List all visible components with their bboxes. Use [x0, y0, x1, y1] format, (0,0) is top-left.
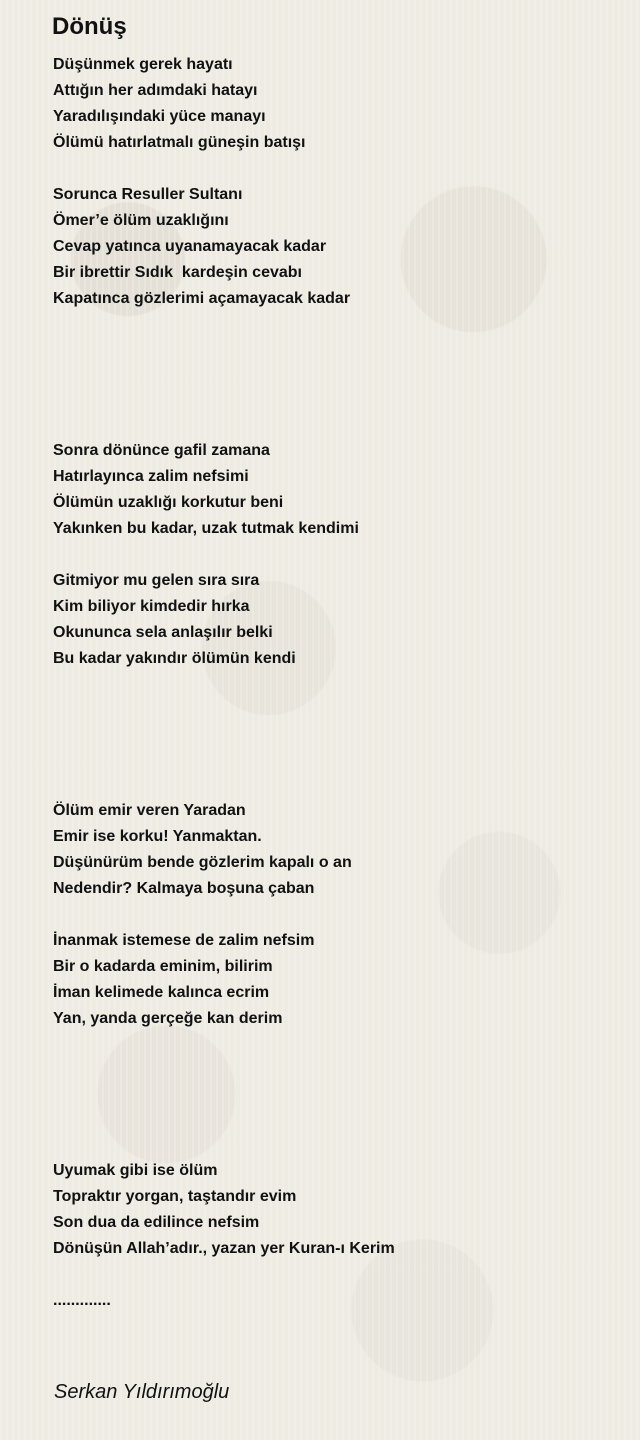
poem-line: İman kelimede kalınca ecrim	[53, 984, 270, 1001]
poem-line: Sorunca Resuller Sultanı	[53, 186, 243, 203]
poem-line: Topraktır yorgan, taştandır evim	[53, 1188, 297, 1205]
poem-line: Düşünürüm bende gözlerim kapalı o an	[53, 854, 352, 871]
poem-line: Hatırlayınca zalim nefsimi	[53, 468, 249, 485]
poem-line: Ömer’e ölüm uzaklığını	[53, 212, 229, 229]
poem-line: Uyumak gibi ise ölüm	[53, 1162, 218, 1179]
poem-ellipsis: .............	[53, 1292, 111, 1309]
poem-line: Yan, yanda gerçeğe kan derim	[53, 1010, 283, 1027]
poem-line: Ölüm emir veren Yaradan	[53, 802, 246, 819]
poem-line: Cevap yatınca uyanamayacak kadar	[53, 238, 327, 255]
poem-title: Dönüş	[52, 13, 127, 40]
poem-line: Emir ise korku! Yanmaktan.	[53, 828, 262, 845]
poem-line: Kapatınca gözlerimi açamayacak kadar	[53, 290, 351, 307]
poem-line: Sonra dönünce gafil zamana	[53, 442, 270, 459]
poem-line: Bir o kadarda eminim, bilirim	[53, 958, 273, 975]
poem-author: Serkan Yıldırımoğlu	[54, 1381, 230, 1403]
poem-line: Ölümü hatırlatmalı güneşin batışı	[53, 134, 306, 151]
poem-line: Nedendir? Kalmaya boşuna çaban	[53, 880, 315, 897]
poem-line: Gitmiyor mu gelen sıra sıra	[53, 572, 260, 589]
poem-line: Kim biliyor kimdedir hırka	[53, 598, 250, 615]
poem-line: Bir ibrettir Sıdık kardeşin cevabı	[53, 264, 302, 281]
poem-line: Bu kadar yakındır ölümün kendi	[53, 650, 296, 667]
poem-line: Ölümün uzaklığı korkutur beni	[53, 494, 284, 511]
poem-line: Yaradılışındaki yüce manayı	[53, 108, 266, 125]
poem-line: Attığın her adımdaki hatayı	[53, 82, 258, 99]
poem-line: Okununca sela anlaşılır belki	[53, 624, 273, 641]
poem-line: Son dua da edilince nefsim	[53, 1214, 260, 1231]
poem-line: İnanmak istemese de zalim nefsim	[53, 932, 315, 949]
poem-line: Düşünmek gerek hayatı	[53, 56, 233, 73]
poem-line: Dönüşün Allah’adır., yazan yer Kuran-ı Kerim	[53, 1240, 395, 1257]
poem-line: Yakınken bu kadar, uzak tutmak kendimi	[53, 520, 359, 537]
